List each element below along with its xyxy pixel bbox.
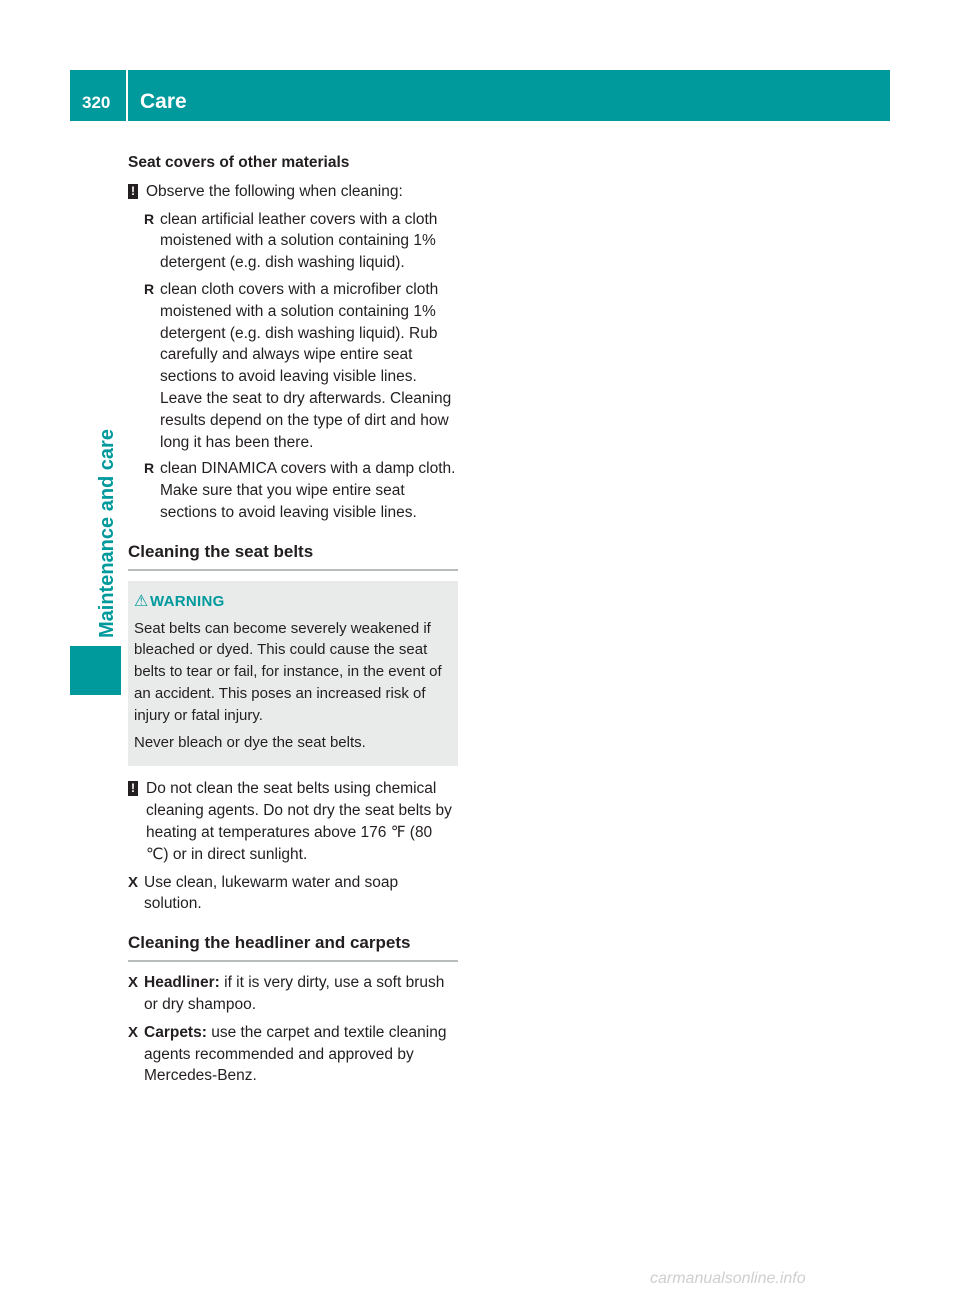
note-seat-covers bbox=[128, 181, 458, 203]
chapter-title: Care bbox=[140, 90, 187, 113]
step-item bbox=[128, 972, 458, 1016]
exclamation-icon: ! bbox=[128, 184, 138, 199]
list-item-text: clean artificial leather covers with a cloth moistened with a solution containing 1% detergent (e.g. dish washing liquid). bbox=[160, 210, 438, 272]
step-item bbox=[128, 1022, 458, 1087]
step-label: Headliner: bbox=[144, 974, 220, 992]
warning-text: Seat belts can become severely weakened if bleached or dyed. This could cause the seat belts to tear or fail, for instance, in the event of an accident. This poses an increased risk of injury or fatal injury. bbox=[134, 619, 442, 724]
warning-triangle-icon: ⚠ bbox=[134, 592, 149, 610]
bullet-icon: R bbox=[144, 280, 155, 297]
bullet-icon: R bbox=[144, 210, 155, 227]
step-text: Use clean, lukewarm water and soap solution. bbox=[144, 873, 399, 913]
list-item-text: clean cloth covers with a microfiber cloth moistened with a solution containing 1% detergent (e.g. dish washing liquid). Rub carefully and always wipe entire seat sections to avoid leaving visible lines. Leave the seat to dry afterwards. Cleaning results depend on the type of dirt and how long it has been there. bbox=[160, 280, 452, 451]
warning-title-text: WARNING bbox=[150, 592, 225, 610]
warning-box bbox=[128, 581, 458, 767]
seat-belts-heading: Cleaning the seat belts bbox=[128, 540, 458, 571]
note-seat-belts bbox=[128, 778, 458, 865]
warning-instruction: Never bleach or dye the seat belts. bbox=[134, 733, 366, 751]
list-item bbox=[128, 458, 458, 523]
exclamation-icon: ! bbox=[128, 781, 138, 796]
headliner-heading: Cleaning the headliner and carpets bbox=[128, 931, 458, 962]
header-divider bbox=[126, 70, 128, 121]
list-item bbox=[128, 279, 458, 453]
page-content bbox=[128, 150, 458, 1093]
step-label: Carpets: bbox=[144, 1023, 207, 1041]
side-marker-block bbox=[70, 646, 121, 695]
step-arrow-icon: X bbox=[128, 974, 139, 992]
step-arrow-icon: X bbox=[128, 873, 139, 891]
step-arrow-icon: X bbox=[128, 1023, 139, 1041]
list-item-text: clean DINAMICA covers with a damp cloth. Make sure that you wipe entire seat sections to avoid leaving visible lines. bbox=[160, 460, 456, 521]
seat-covers-heading: Seat covers of other materials bbox=[128, 154, 350, 171]
note-text: Observe the following when cleaning: bbox=[146, 182, 403, 200]
spacer bbox=[128, 962, 458, 972]
seat-covers-list bbox=[128, 209, 458, 524]
watermark: carmanualsonline.info bbox=[650, 1270, 806, 1287]
bullet-icon: R bbox=[144, 460, 155, 477]
note-text: Do not clean the seat belts using chemical cleaning agents. Do not dry the seat belts by heating at temperatures above 176 ℉ (80 ℃) or in direct sunlight. bbox=[146, 780, 452, 863]
list-item bbox=[128, 209, 458, 274]
step-text: if it is very dirty, use a soft brush or dry shampoo. bbox=[144, 974, 445, 1013]
side-chapter-label: Maintenance and care bbox=[96, 429, 118, 638]
warning-title bbox=[134, 591, 450, 613]
step-item bbox=[128, 872, 458, 916]
header-bar bbox=[70, 70, 890, 121]
step-text: use the carpet and textile cleaning agents recommended and approved by Mercedes-Benz. bbox=[144, 1023, 447, 1085]
page-number: 320 bbox=[82, 93, 111, 112]
